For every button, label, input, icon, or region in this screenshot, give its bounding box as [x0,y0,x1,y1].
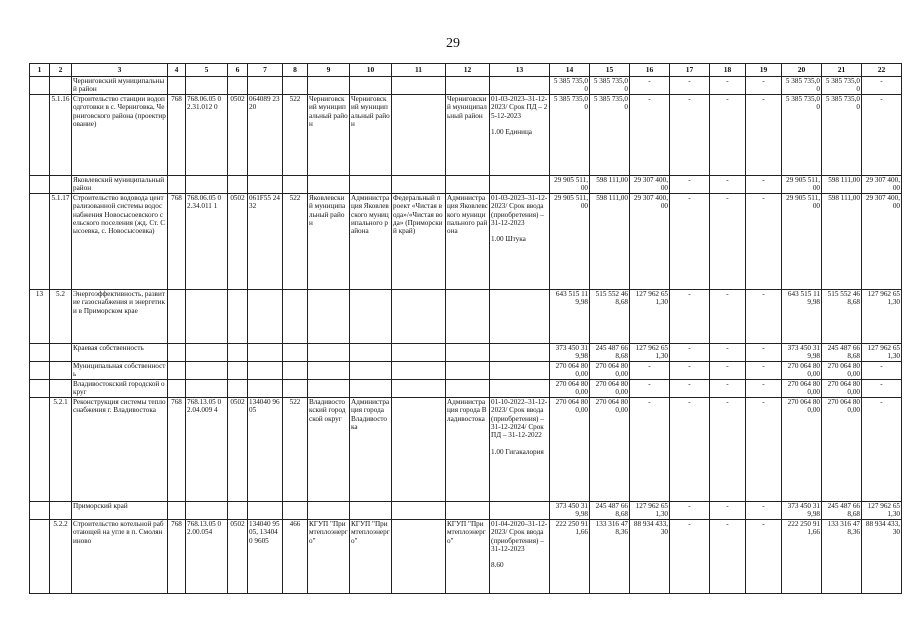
table-cell [392,290,446,344]
table-cell: Федеральный проект «Чистая вода»/«Чистая вода» (Приморский край) [392,194,446,290]
table-cell [30,398,50,502]
column-header: 9 [308,64,350,77]
table-cell [446,176,490,194]
table-cell [446,344,490,362]
table-cell [392,77,446,95]
table-cell: 01-04-2020–31-12-2023/ Срок ввода (приобретения) – 31-12-2023 8.60 [490,520,550,594]
column-header: 22 [862,64,902,77]
table-cell: - [710,380,746,398]
table-cell [392,380,446,398]
column-header: 5 [186,64,228,77]
table-cell: 127 962 651,30 [862,344,902,362]
table-cell [50,77,72,95]
table-cell: Администрация Яковлевского муниципального района [350,194,392,290]
table-cell: 5.2.2 [50,520,72,594]
table-cell [248,362,283,380]
table-cell [446,362,490,380]
table-cell: 768.06.05 02.31.012 0 [186,95,228,176]
table-cell: 768 [168,520,186,594]
table-cell: Строительство водовода централизованной системы водоснабжения Новосысоевского сельского поселения (жд. Ст. Сысоевка, с. Новосысоевка) [72,194,168,290]
table-cell [228,380,248,398]
column-header: 21 [822,64,862,77]
column-header: 2 [50,64,72,77]
table-row [30,398,902,502]
table-cell: 061F55 2432 [248,194,283,290]
table-cell: 222 250 911,66 [782,520,822,594]
table-cell: 270 064 800,00 [590,398,630,502]
table-cell: 270 064 800,00 [550,380,590,398]
table-cell: - [710,290,746,344]
column-header: 14 [550,64,590,77]
table-cell: - [630,398,670,502]
table-cell: 5 385 735,00 [782,95,822,176]
column-header: 15 [590,64,630,77]
table-cell: - [746,290,782,344]
table-cell [446,502,490,520]
table-row [30,520,902,594]
table-cell: 5 385 735,00 [822,95,862,176]
table-cell: 29 307 400,00 [862,194,902,290]
table-cell [186,502,228,520]
table-cell: 643 515 119,98 [550,290,590,344]
table-cell: 29 307 400,00 [862,176,902,194]
table-cell: 0502 [228,398,248,502]
table-cell: 01-10-2022–31-12-2023/ Срок ввода (приобретения) – 31-12-2024/ Срок ПД – 31-12-2022 1.00 Гигакалория [490,398,550,502]
table-cell [168,362,186,380]
table-cell: 245 487 668,68 [590,344,630,362]
table-cell [30,77,50,95]
table-cell: - [670,502,710,520]
table-cell: - [862,77,902,95]
table-cell: Администрация города Владивостока [446,398,490,502]
table-cell [490,344,550,362]
column-header: 1 [30,64,50,77]
table-cell [50,176,72,194]
table-cell: Яковлевский муниципальный район [73,176,166,193]
table-cell [490,290,550,344]
page-number: 29 [446,36,460,51]
table-cell: 598 111,00 [822,194,862,290]
table-cell: - [670,176,710,194]
table-cell: Черниговский муниципальный район [72,77,168,95]
table-cell [283,77,308,95]
table-cell: 245 487 668,68 [822,344,862,362]
table-cell: 5 385 735,00 [590,95,630,176]
table-cell: 01-03-2023–31-12-2023/ Срок ПД – 25-12-2023 1.00 Единица [490,95,550,176]
table-cell: - [746,95,782,176]
budget-table [29,63,902,594]
table-cell [50,344,72,362]
table-cell [283,344,308,362]
table-cell [446,290,490,344]
table-cell [248,380,283,398]
table-cell [30,520,50,594]
table-cell: - [746,520,782,594]
table-cell: - [630,362,670,380]
table-cell: - [670,95,710,176]
table-cell [490,502,550,520]
table-cell: 134040 9605 [248,398,283,502]
table-cell: - [670,344,710,362]
table-cell: 01-03-2023–31-12-2023/ Срок ввода (приобретения) – 31-12-2023 1.00 Штука [490,194,550,290]
table-cell: КГУП "Примтеплоэнерго" [446,520,490,594]
table-cell: Строительство станции водоподготовки в с. Черниговка, Черниговского района (проектирование) [72,95,168,176]
table-cell: - [710,95,746,176]
table-cell: Владивостокский городской округ [308,398,350,502]
table-cell: 134040 9505, 134040 9605 [248,520,283,594]
column-header: 19 [746,64,782,77]
table-cell: 127 962 651,30 [862,502,902,520]
table-cell: Строительство котельной работающей на угле в п. Смоляниново [72,520,168,594]
column-header: 3 [72,64,168,77]
column-header: 4 [168,64,186,77]
column-header: 7 [248,64,283,77]
table-cell: 522 [283,95,308,176]
table-cell [228,290,248,344]
table-cell [228,344,248,362]
table-cell: 270 064 800,00 [782,362,822,380]
table-cell: - [670,520,710,594]
table-cell: - [746,344,782,362]
table-cell: Администрация города Владивостока [350,398,392,502]
table-cell [308,362,350,380]
table-cell: 270 064 800,00 [822,398,862,502]
table-cell: 373 450 319,98 [550,502,590,520]
table-cell: 88 934 433,30 [862,520,902,594]
table-cell: - [630,77,670,95]
table-cell [392,520,446,594]
table-cell: 768 [168,194,186,290]
table-cell [392,344,446,362]
table-cell: 127 962 651,30 [630,290,670,344]
table-cell: - [710,176,746,194]
table-cell: 0502 [228,194,248,290]
table-cell [350,502,392,520]
table-cell [248,176,283,194]
table-cell [283,502,308,520]
table-cell: - [670,77,710,95]
table-row [30,194,902,290]
table-row [30,502,902,520]
table-cell: 598 111,00 [822,176,862,194]
table-cell: 29 905 511,00 [782,194,822,290]
table-cell: 373 450 319,98 [782,344,822,362]
table-cell: Реконструкция системы теплоснабжения г. Владивостока [72,398,168,502]
column-header: 10 [350,64,392,77]
table-cell: 598 111,00 [590,176,630,194]
table-cell [308,380,350,398]
table-cell [50,362,72,380]
table-cell: 5.1.17 [50,194,72,290]
table-cell: 270 064 800,00 [550,398,590,502]
table-cell: 245 487 668,68 [822,502,862,520]
table-cell [446,380,490,398]
table-cell: 245 487 668,68 [590,502,630,520]
table-cell: 5.2 [50,290,72,344]
table-cell [168,344,186,362]
table-cell [30,362,50,380]
table-cell: Черниговский муниципальный район [350,95,392,176]
table-cell [30,194,50,290]
table-cell: Энергоэффективность, развитие газоснабжения и энергетики в Приморском крае [72,290,168,344]
table-cell: - [862,362,902,380]
table-cell [30,380,50,398]
table-cell [248,502,283,520]
table-cell: 5 385 735,00 [550,95,590,176]
table-row [30,95,902,176]
column-header: 20 [782,64,822,77]
table-cell [392,502,446,520]
table-cell [50,502,72,520]
table-cell [308,290,350,344]
table-cell: Владивостокский городской округ [72,380,168,398]
table-cell [283,290,308,344]
table-cell: - [746,380,782,398]
table-cell: 768 [168,398,186,502]
table-cell: Черниговский муниципальный район [446,95,490,176]
table-cell: 270 064 800,00 [822,362,862,380]
table-cell [168,290,186,344]
table-cell: 127 962 651,30 [862,290,902,344]
table-cell [308,502,350,520]
table-cell: 88 934 433,30 [630,520,670,594]
column-header: 16 [630,64,670,77]
table-cell: 270 064 800,00 [550,362,590,380]
table-cell: 127 962 651,30 [630,344,670,362]
table-cell: 13 [30,290,50,344]
table-cell [392,398,446,502]
column-header: 17 [670,64,710,77]
column-header: 11 [392,64,446,77]
table-cell: - [670,290,710,344]
table-cell: 522 [283,194,308,290]
table-cell [392,362,446,380]
table-cell: 270 064 800,00 [782,398,822,502]
table-cell [248,77,283,95]
table-cell: 270 064 800,00 [822,380,862,398]
table-cell [248,344,283,362]
table-cell: - [710,194,746,290]
table-cell [186,344,228,362]
table-cell: КГУП "Примтеплоэнерго" [308,520,350,594]
table-cell: - [746,398,782,502]
table-cell: Приморский край [72,502,168,520]
table-cell: 768.13.05 02.04.009 4 [186,398,228,502]
table-cell: - [710,362,746,380]
table-cell [248,290,283,344]
column-header: 12 [446,64,490,77]
table-cell [350,290,392,344]
table-cell [186,380,228,398]
table-cell [168,77,186,95]
table-row [30,344,902,362]
table-cell: - [710,344,746,362]
table-cell: - [710,502,746,520]
table-cell [30,344,50,362]
table-cell: 0502 [228,95,248,176]
table-cell [283,362,308,380]
table-cell [283,380,308,398]
table-cell: - [670,380,710,398]
table-cell: - [670,398,710,502]
table-cell [186,77,228,95]
table-cell: 29 307 400,00 [630,176,670,194]
table-cell [392,176,446,194]
table-cell [186,362,228,380]
table-cell: 29 905 511,00 [782,176,822,194]
table-cell: - [710,77,746,95]
table-cell: 466 [283,520,308,594]
table-cell [446,77,490,95]
table-cell: КГУП "Примтеплоэнерго" [350,520,392,594]
table-cell: - [862,398,902,502]
table-cell: 270 064 800,00 [782,380,822,398]
table-cell [186,176,228,194]
column-header: 18 [710,64,746,77]
table-cell: 5 385 735,00 [550,77,590,95]
table-cell: 270 064 800,00 [590,380,630,398]
table-cell [490,176,550,194]
table-cell: 133 316 478,36 [590,520,630,594]
table-cell [228,176,248,194]
table-cell [50,380,72,398]
table-cell: - [746,194,782,290]
table-cell: 0502 [228,520,248,594]
table-cell: - [630,380,670,398]
table-cell [392,95,446,176]
table-cell: Яковлевский муниципальный район [308,194,350,290]
column-header: 8 [283,64,308,77]
table-cell: Черниговский муниципальный район [308,95,350,176]
table-cell: Краевая собственность [72,344,168,362]
table-cell: - [746,176,782,194]
table-row [30,362,902,380]
table-cell: 5.2.1 [50,398,72,502]
table-cell [350,380,392,398]
table-cell: - [710,520,746,594]
column-header: 13 [490,64,550,77]
table-cell [350,176,392,194]
table-cell [228,502,248,520]
table-cell: 522 [283,398,308,502]
table-cell: 373 450 319,98 [550,344,590,362]
table-cell [30,176,50,194]
table-cell: - [630,95,670,176]
table-cell: 064089 2320 [248,95,283,176]
table-cell [168,502,186,520]
table-cell: Администрация Яковлевского муниципального района [446,194,490,290]
table-cell [168,176,186,194]
table-cell: 643 515 119,98 [782,290,822,344]
table-cell: - [746,77,782,95]
table-cell: - [710,398,746,502]
table-cell [30,502,50,520]
table-cell: 768.13.05 02.00.054 [186,520,228,594]
table-cell [308,77,350,95]
column-header: 6 [228,64,248,77]
table-cell [228,362,248,380]
table-cell: 29 905 511,00 [550,194,590,290]
table-row [30,290,902,344]
table-cell: 598 111,00 [590,194,630,290]
table-cell [168,380,186,398]
table-cell: 133 316 478,36 [822,520,862,594]
table-cell: 768.06.05 02.34.011 1 [186,194,228,290]
table-cell: 5 385 735,00 [782,77,822,95]
table-cell: 5 385 735,00 [822,77,862,95]
table-cell [350,77,392,95]
table-cell: - [862,380,902,398]
table-cell [30,95,50,176]
table-cell: 5.1.16 [50,95,72,176]
table-row [30,176,902,194]
table-cell: - [746,502,782,520]
table-cell: 270 064 800,00 [590,362,630,380]
table-cell [186,290,228,344]
table-cell: - [670,362,710,380]
table-cell [283,176,308,194]
table-cell: 29 307 400,00 [630,194,670,290]
table-cell: 515 552 468,68 [590,290,630,344]
table-cell [228,77,248,95]
table-row [30,77,902,95]
table-cell [490,77,550,95]
table-cell [490,380,550,398]
table-row [30,380,902,398]
table-cell: 373 450 319,98 [782,502,822,520]
table-cell: - [746,362,782,380]
header-row [30,64,902,77]
table-cell [490,362,550,380]
table-cell: 29 905 511,00 [550,176,590,194]
table-cell [308,344,350,362]
table-cell [350,362,392,380]
table-cell: 768 [168,95,186,176]
table-cell [308,176,350,194]
table-cell: 127 962 651,30 [630,502,670,520]
table-cell: Муниципальная собственность [72,362,168,380]
table-cell: - [670,194,710,290]
table-cell: 515 552 468,68 [822,290,862,344]
table-cell: 5 385 735,00 [590,77,630,95]
table-cell [350,344,392,362]
table-cell: - [862,95,902,176]
table-cell: 222 250 911,66 [550,520,590,594]
